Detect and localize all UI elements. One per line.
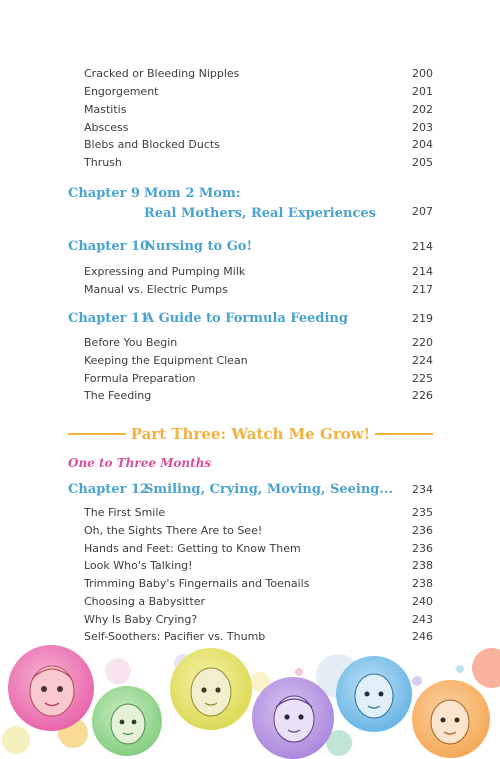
chapter-11-heading[interactable] xyxy=(68,310,433,328)
toc-entry[interactable] xyxy=(84,592,433,610)
entry-page: 243 xyxy=(412,612,433,626)
chapter-title: Smiling, Crying, Moving, Seeing... xyxy=(144,482,393,497)
chapter-title: Nursing to Go! xyxy=(144,239,253,254)
baby-face-illustration xyxy=(336,656,412,732)
bubble-decoration xyxy=(105,658,131,684)
entry-title: Oh, the Sights There Are to See! xyxy=(84,523,263,537)
entry-title: Engorgement xyxy=(84,84,159,98)
entry-title: The Feeding xyxy=(84,388,152,402)
chapter-12-heading[interactable] xyxy=(68,481,433,499)
baby-face-illustration xyxy=(170,648,252,730)
entry-page: 225 xyxy=(412,371,433,385)
entry-page: 246 xyxy=(412,629,433,643)
toc-entry[interactable] xyxy=(84,610,433,628)
entry-title: Cracked or Bleeding Nipples xyxy=(84,66,240,80)
entry-page: 202 xyxy=(412,102,433,116)
toc-entry[interactable] xyxy=(84,627,433,645)
part-title: Part Three: Watch Me Grow! xyxy=(130,425,371,443)
part-rule-right xyxy=(375,433,433,435)
chapter-title xyxy=(144,184,412,224)
chapter-title: A Guide to Formula Feeding xyxy=(144,311,348,326)
toc-entry[interactable] xyxy=(84,539,433,557)
entry-page: 217 xyxy=(412,282,433,296)
chapter-number: Chapter 12 xyxy=(68,482,150,497)
baby-face-illustration xyxy=(92,686,162,756)
part-heading xyxy=(68,422,433,446)
entry-title: Manual vs. Electric Pumps xyxy=(84,282,228,296)
entry-title: Thrush xyxy=(84,155,122,169)
section-heading: One to Three Months xyxy=(68,456,212,470)
entry-page: 205 xyxy=(412,155,433,169)
chapter-page: 219 xyxy=(412,312,433,325)
bubble-decoration xyxy=(412,676,422,686)
chapter-number: Chapter 10 xyxy=(68,239,150,254)
bubble-decoration xyxy=(295,668,303,676)
entry-page: 226 xyxy=(412,388,433,402)
part-rule-left xyxy=(68,433,126,435)
chapter-page: 214 xyxy=(412,240,433,253)
chapter-title-line-1: Mom 2 Mom: xyxy=(144,186,241,201)
bubble-decoration xyxy=(456,665,464,673)
entry-page: 200 xyxy=(412,66,433,80)
entry-page: 220 xyxy=(412,335,433,349)
entry-page: 238 xyxy=(412,558,433,572)
entry-page: 201 xyxy=(412,84,433,98)
toc-entry[interactable] xyxy=(84,503,433,521)
entry-title: Blebs and Blocked Ducts xyxy=(84,137,220,151)
toc-entry[interactable] xyxy=(84,351,433,369)
entry-title: Expressing and Pumping Milk xyxy=(84,264,246,278)
toc-entry[interactable] xyxy=(84,386,433,404)
toc-entry[interactable] xyxy=(84,82,433,100)
toc-entry[interactable] xyxy=(84,556,433,574)
entry-page: 240 xyxy=(412,594,433,608)
toc-entry[interactable] xyxy=(84,521,433,539)
entry-page: 236 xyxy=(412,541,433,555)
entry-title: Self-Soothers: Pacifier vs. Thumb xyxy=(84,629,266,643)
entry-title: Why Is Baby Crying? xyxy=(84,612,198,626)
toc-entry[interactable] xyxy=(84,153,433,171)
entry-title: Look Who's Talking! xyxy=(84,558,193,572)
baby-face-illustration xyxy=(252,677,334,759)
entry-title: Trimming Baby's Fingernails and Toenails xyxy=(84,576,310,590)
baby-face-illustration xyxy=(8,645,94,731)
baby-face-illustration xyxy=(412,680,490,758)
chapter-9-heading[interactable] xyxy=(68,184,433,224)
entry-page: 203 xyxy=(412,120,433,134)
entry-page: 224 xyxy=(412,353,433,367)
toc-entry[interactable] xyxy=(84,135,433,153)
entry-page: 214 xyxy=(412,264,433,278)
entry-page: 235 xyxy=(412,505,433,519)
entry-title: Choosing a Babysitter xyxy=(84,594,206,608)
chapter-page: 207 xyxy=(412,205,433,218)
chapter-10-heading[interactable] xyxy=(68,238,433,256)
entry-title: Hands and Feet: Getting to Know Them xyxy=(84,541,301,555)
chapter-page: 234 xyxy=(412,483,433,496)
entry-page: 204 xyxy=(412,137,433,151)
entry-title: Before You Begin xyxy=(84,335,178,349)
entry-title: Abscess xyxy=(84,120,129,134)
chapter-number: Chapter 9 xyxy=(68,186,141,201)
toc-entry[interactable] xyxy=(84,64,433,82)
toc-entry[interactable] xyxy=(84,280,433,298)
chapter-number: Chapter 11 xyxy=(68,311,150,326)
entry-title: The First Smile xyxy=(84,505,166,519)
entry-page: 238 xyxy=(412,576,433,590)
toc-entry[interactable] xyxy=(84,118,433,136)
entry-title: Keeping the Equipment Clean xyxy=(84,353,248,367)
bubble-decoration xyxy=(472,648,500,688)
toc-entry[interactable] xyxy=(84,369,433,387)
toc-entry[interactable] xyxy=(84,262,433,280)
entry-title: Mastitis xyxy=(84,102,127,116)
chapter-title-line-2: Real Mothers, Real Experiences xyxy=(144,206,376,221)
toc-entry[interactable] xyxy=(84,100,433,118)
toc-entry[interactable] xyxy=(84,574,433,592)
entry-page: 236 xyxy=(412,523,433,537)
entry-title: Formula Preparation xyxy=(84,371,196,385)
toc-entry[interactable] xyxy=(84,333,433,351)
